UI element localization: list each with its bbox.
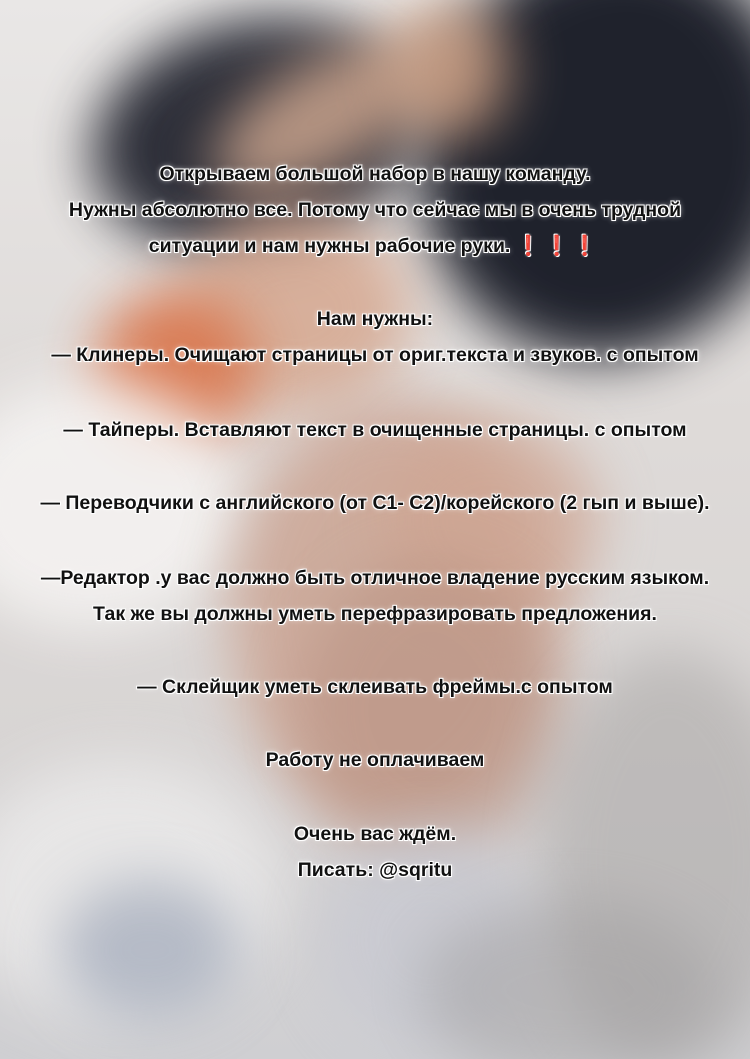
role-gluer: — Склейщик уметь склеивать фреймы.с опытом: [137, 676, 613, 698]
payment-note: Работу не оплачиваем: [265, 749, 485, 771]
exclamation-icon: ❗❗❗: [516, 235, 602, 257]
role-translators: — Переводчики с английского (от С1- С2)/корейского (2 гып и выше).: [40, 492, 710, 514]
role-cleaners: — Клинеры. Очищают страницы от ориг.текста и звуков. с опытом: [51, 344, 699, 366]
intro-line-2: Нужны абсолютно все. Потому что сейчас мы в очень трудной: [68, 199, 682, 221]
intro-line-3: ситуации и нам нужны рабочие руки.: [148, 235, 511, 257]
closing-line: Очень вас ждём.: [293, 823, 457, 845]
contact-line: Писать: @sqritu: [297, 859, 453, 881]
role-typers: — Тайперы. Вставляют текст в очищенные страницы. с опытом: [63, 419, 687, 441]
needed-heading: Нам нужны:: [316, 308, 434, 330]
intro-line-3-row: [0, 234, 750, 258]
role-editor-line-1: —Редактор .у вас должно быть отличное владение русским языком.: [40, 567, 710, 589]
role-editor-line-2: Так же вы должны уметь перефразировать предложения.: [93, 603, 657, 625]
intro-line-1: Открываем большой набор в нашу команду.: [159, 163, 591, 185]
